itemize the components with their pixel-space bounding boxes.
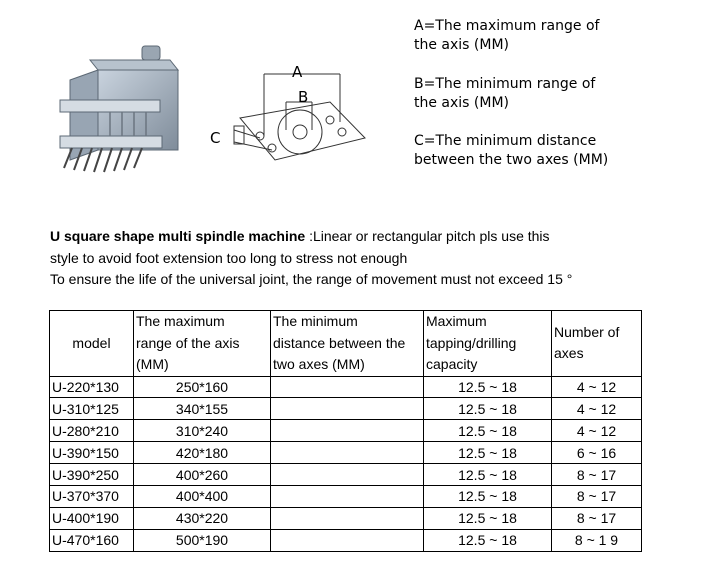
cell-model: U-370*370: [50, 485, 134, 507]
label-c: C: [210, 129, 221, 147]
legend-b: [414, 75, 694, 113]
table-header-row: [50, 311, 642, 377]
cell-model: U-390*250: [50, 464, 134, 486]
header-capacity-l2: tapping/drilling: [426, 334, 517, 351]
cell-axes: 4 ~ 12: [552, 376, 642, 398]
header-max-range-l2: range of the axis: [136, 334, 240, 351]
header-axes-l2: axes: [554, 345, 584, 362]
header-capacity-l3: capacity: [426, 356, 478, 372]
table-row: [50, 442, 642, 464]
header-model: [50, 311, 134, 377]
cell-model: U-220*130: [50, 376, 134, 398]
cell-axes: 8 ~ 17: [552, 464, 642, 486]
table-row: [50, 485, 642, 507]
header-model-text: model: [72, 334, 111, 351]
header-max-range-l3: (MM): [136, 356, 169, 372]
cell-max-range: 500*190: [134, 529, 271, 551]
cell-min-distance: [271, 507, 424, 529]
cell-axes: 8 ~ 17: [552, 507, 642, 529]
header-min-distance-l3: two axes (MM): [273, 356, 365, 372]
cell-min-distance: [271, 376, 424, 398]
legend-c: [414, 132, 694, 170]
cell-min-distance: [271, 485, 424, 507]
cell-capacity: 12.5 ~ 18: [424, 485, 552, 507]
machine-illustration: [50, 40, 180, 175]
cell-model: U-470*160: [50, 529, 134, 551]
cell-max-range: 250*160: [134, 376, 271, 398]
label-a: A: [292, 63, 303, 81]
cell-model: U-280*210: [50, 420, 134, 442]
legend-c-line1: C=The minimum distance: [414, 133, 597, 149]
header-axes: [552, 311, 642, 377]
table-row: [50, 464, 642, 486]
header-min-distance-l2: distance between the: [273, 334, 406, 351]
table-row: [50, 398, 642, 420]
header-axes-l1: Number of: [554, 323, 620, 340]
cell-axes: 8 ~ 17: [552, 485, 642, 507]
legend-b-line1: B=The minimum range of: [414, 76, 596, 92]
cell-capacity: 12.5 ~ 18: [424, 507, 552, 529]
legend-c-line2: between the two axes (MM): [414, 152, 609, 168]
cell-model: U-400*190: [50, 507, 134, 529]
cell-capacity: 12.5 ~ 18: [424, 420, 552, 442]
cell-max-range: 340*155: [134, 398, 271, 420]
header-capacity: [424, 311, 552, 377]
legend-a-line2: the axis (MM): [414, 37, 510, 53]
label-b: B: [298, 88, 309, 106]
header-min-distance: [271, 311, 424, 377]
header-max-range-l1: The maximum: [136, 313, 225, 329]
dimension-diagram: [210, 60, 380, 180]
cell-capacity: 12.5 ~ 18: [424, 398, 552, 420]
cell-capacity: 12.5 ~ 18: [424, 529, 552, 551]
cell-axes: 6 ~ 16: [552, 442, 642, 464]
cell-min-distance: [271, 529, 424, 551]
cell-min-distance: [271, 420, 424, 442]
table-row: [50, 376, 642, 398]
intro-line-2: style to avoid foot extension too long to stress not enough: [50, 249, 408, 266]
cell-model: U-390*150: [50, 442, 134, 464]
intro-line1-rest: :Linear or rectangular pitch pls use this: [305, 228, 550, 244]
cell-model: U-310*125: [50, 398, 134, 420]
intro-text: [50, 226, 690, 291]
cell-max-range: 310*240: [134, 420, 271, 442]
intro-title: U square shape multi spindle machine: [50, 228, 306, 244]
cell-max-range: 400*400: [134, 485, 271, 507]
cell-max-range: 420*180: [134, 442, 271, 464]
cell-capacity: 12.5 ~ 18: [424, 464, 552, 486]
legend-a: [414, 17, 694, 55]
header-capacity-l1: Maximum: [426, 313, 487, 329]
table-row: [50, 420, 642, 442]
cell-axes: 4 ~ 12: [552, 398, 642, 420]
cell-max-range: 400*260: [134, 464, 271, 486]
cell-axes: 4 ~ 12: [552, 420, 642, 442]
table-row: [50, 507, 642, 529]
spec-table: [49, 310, 642, 552]
legend-b-line2: the axis (MM): [414, 95, 510, 111]
cell-max-range: 430*220: [134, 507, 271, 529]
cell-axes: 8 ~ 1 9: [552, 529, 642, 551]
intro-line-1: [50, 226, 690, 248]
cell-min-distance: [271, 464, 424, 486]
table-row: [50, 529, 642, 551]
cell-capacity: 12.5 ~ 18: [424, 376, 552, 398]
header-max-range: [134, 311, 271, 377]
legend-a-line1: A=The maximum range of: [414, 18, 600, 34]
header-min-distance-l1: The minimum: [273, 313, 358, 329]
cell-min-distance: [271, 442, 424, 464]
cell-capacity: 12.5 ~ 18: [424, 442, 552, 464]
intro-line-3: To ensure the life of the universal joint, the range of movement must not exceed 15 °: [50, 271, 573, 287]
cell-min-distance: [271, 398, 424, 420]
